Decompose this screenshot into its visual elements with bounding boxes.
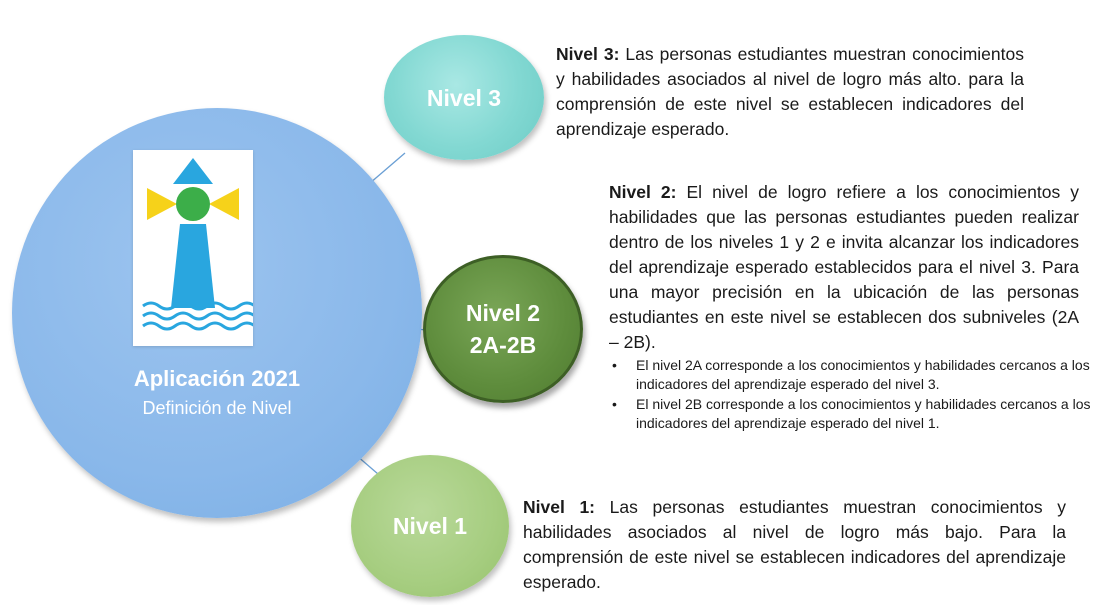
lighthouse-logo-icon: [133, 150, 253, 346]
logo-card: [133, 150, 253, 346]
description-nivel-2-heading: Nivel 2:: [609, 182, 677, 202]
circle-nivel-1: [351, 455, 509, 597]
circle-nivel-2-label: Nivel 2: [465, 300, 541, 326]
circle-nivel-2: [423, 255, 583, 403]
nivel-2-subnivel-list: [612, 356, 1104, 434]
description-nivel-1-text: Las personas estudiantes muestran conocimientos y habilidades asociados al nivel de logro más bajo. Para la comprensión de este nivel se establecen indicadores del aprendizaje esperado.: [523, 497, 1066, 592]
main-circle-title: Aplicación 2021: [133, 366, 301, 391]
list-item: [612, 356, 1104, 394]
description-nivel-3: [556, 42, 1024, 142]
description-nivel-2: [609, 180, 1079, 355]
circle-nivel-2-sublabel: 2A-2B: [469, 332, 537, 358]
description-nivel-2-text: El nivel de logro refiere a los conocimientos y habilidades que las personas estudiantes pueden realizar dentro de los niveles 1 y 2 e invita alcanzar los indicadores del aprendizaje esperado establecidos para el nivel 3. Para una mayor precisión en la ubicación de las personas estudiantes en este nivel se establecen dos subniveles (2A – 2B).: [609, 182, 1079, 352]
bullet-text: El nivel 2A corresponde a los conocimientos y habilidades cercanos a los indicadores del aprendizaje esperado del nivel 3.: [636, 357, 1090, 392]
bullet-icon: •: [612, 357, 617, 373]
description-nivel-3-heading: Nivel 3:: [556, 44, 620, 64]
description-nivel-1: [523, 495, 1066, 595]
circle-nivel-3-label: Nivel 3: [426, 84, 502, 111]
main-circle-subtitle: Definición de Nivel: [142, 398, 292, 418]
bullet-text: El nivel 2B corresponde a los conocimientos y habilidades cercanos a los indicadores del aprendizaje esperado del nivel 1.: [636, 396, 1091, 431]
list-item: [612, 395, 1104, 433]
description-nivel-1-heading: Nivel 1:: [523, 497, 596, 517]
circle-nivel-3: [384, 35, 544, 160]
bullet-icon: •: [612, 396, 617, 412]
description-nivel-3-text: Las personas estudiantes muestran conocimientos y habilidades asociados al nivel de logro más alto. para la comprensión de este nivel se establecen indicadores del aprendizaje esperado.: [556, 44, 1024, 139]
circle-nivel-1-label: Nivel 1: [392, 513, 468, 539]
